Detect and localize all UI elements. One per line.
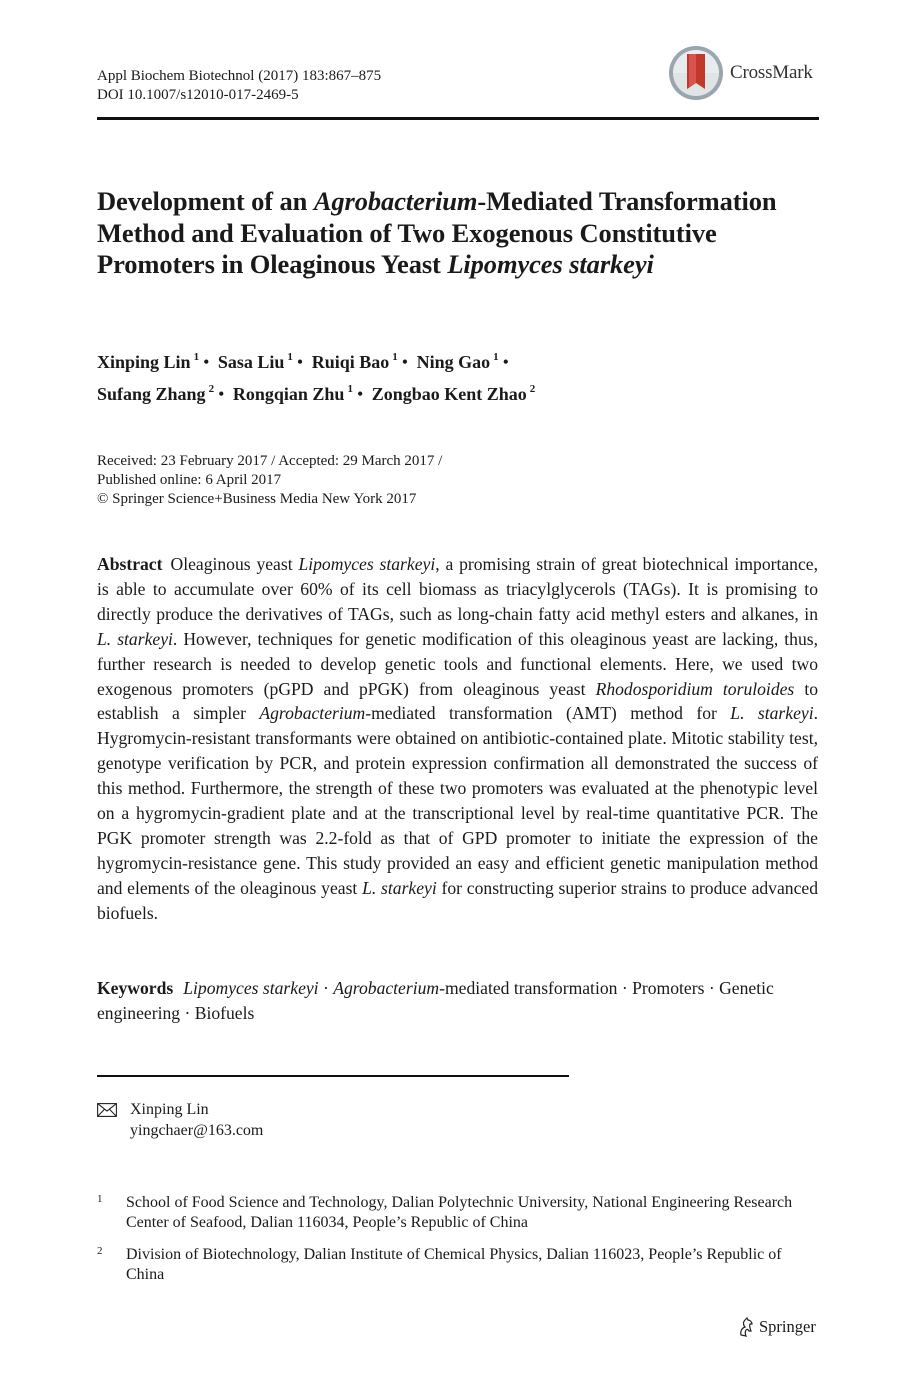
publisher-name: Springer xyxy=(759,1317,816,1336)
affiliation-text: School of Food Science and Technology, Dalian Polytechnic University, National Engineering Research Center of Seafood, Dalian 116034, People’s Republic of China xyxy=(126,1194,793,1231)
affiliation-text: Division of Biotechnology, Dalian Institute of Chemical Physics, Dalian 116023, People’s Republic of China xyxy=(126,1246,782,1283)
footnote-rule xyxy=(97,1075,569,1077)
author-name[interactable]: Sasa Liu xyxy=(217,352,285,372)
abstract-heading: Abstract xyxy=(97,554,163,574)
keyword: Biofuels xyxy=(194,1003,255,1023)
affiliation-number: 2 xyxy=(97,1245,103,1257)
keyword: Promoters xyxy=(632,978,705,998)
received-accepted-line: Received: 23 February 2017 / Accepted: 29 March 2017 / xyxy=(97,453,443,469)
springer-horse-icon xyxy=(737,1317,755,1337)
author-affiliation-marker: 1 xyxy=(193,351,200,363)
keywords: Keywords Lipomyces starkeyi · Agrobacterium-mediated transformation · Promoters · Genetic engineering · Biofuels xyxy=(97,978,774,1023)
keyword: Agrobacterium xyxy=(333,978,440,998)
publication-dates xyxy=(97,452,442,509)
author-name[interactable]: Zongbao Kent Zhao xyxy=(371,384,527,404)
author-affiliation-marker: 1 xyxy=(392,351,398,363)
author-name[interactable]: Xinping Lin xyxy=(97,352,191,372)
envelope-icon xyxy=(97,1103,117,1117)
crossmark-badge[interactable] xyxy=(668,44,820,102)
corresponding-author xyxy=(97,1099,263,1141)
published-line: Published online: 6 April 2017 xyxy=(97,472,282,488)
copyright-line: © Springer Science+Business Media New York 2017 xyxy=(97,491,417,507)
doi-line: DOI 10.1007/s12010-017-2469-5 xyxy=(97,87,299,103)
author-name[interactable]: Ning Gao xyxy=(416,352,491,372)
crossmark-label: CrossMark xyxy=(730,62,813,83)
keywords-heading: Keywords xyxy=(97,978,174,998)
springer-logo xyxy=(737,1317,816,1337)
author-affiliation-marker: 2 xyxy=(529,383,536,395)
author-name[interactable]: Sufang Zhang xyxy=(97,384,206,404)
affiliation-number: 1 xyxy=(97,1193,103,1205)
keyword: Lipomyces starkeyi xyxy=(183,978,319,998)
article-title: Development of an Agrobacterium-Mediated Transformation Method and Evaluation of Two Exogenous Constitutive Promoters in Oleaginous Yeast Lipomyces starkeyi xyxy=(97,186,777,279)
crossmark-icon xyxy=(668,45,724,101)
author-list: Xinping Lin $^1$ • Sasa Liu $^1$ • Ruiqi Bao $^1$ • Ning Gao $^1$ • Sufang Zhang $^2$ • Rongqian Zhu $^1$ • Zongbao Kent Zhao $^2$ xyxy=(97,351,536,404)
keyword: Genetic engineering xyxy=(97,978,774,1023)
header-rule xyxy=(97,117,819,120)
author-name[interactable]: Rongqian Zhu xyxy=(232,384,345,404)
author-name[interactable]: Ruiqi Bao xyxy=(311,352,390,372)
affiliation-1 xyxy=(97,1193,819,1233)
corresponding-author-email[interactable]: yingchaer@163.com xyxy=(130,1122,264,1139)
journal-citation xyxy=(97,67,381,105)
journal-line: Appl Biochem Biotechnol (2017) 183:867–875 xyxy=(97,68,382,84)
author-affiliation-marker: 1 xyxy=(287,351,293,363)
corresponding-author-name: Xinping Lin xyxy=(130,1101,209,1118)
author-affiliation-marker: 1 xyxy=(493,351,499,363)
author-affiliation-marker: 1 xyxy=(347,383,353,395)
abstract: Abstract Oleaginous yeast Lipomyces starkeyi, a promising strain of great biotechnical importance, is able to accumulate over 60% of its cell biomass as triacylglycerols (TAGs). It is promising to directly produce the derivatives of TAGs, such as long-chain fatty acid methyl esters and alkanes, in L. starkeyi. However, techniques for genetic modification of this oleaginous yeast are lacking, thus, further research is needed to develop genetic tools and functional elements. Here, we used two exogenous promoters (pGPD and pPGK) from oleaginous yeast Rhodosporidium toruloides to establish a simpler Agrobacterium-mediated transformation (AMT) method for L. starkeyi. Hygromycin-resistant transformants were obtained on antibiotic-contained plate. Mitotic stability test, genotype verification by PCR, and protein expression confirmation all demonstrated the success of this method. Furthermore, the strength of these two promoters was evaluated at the phenotypic level on a hygromycin-gradient plate and at the transcriptional level by real-time quantitative PCR. The PGK promoter strength was 2.2-fold as that of GPD promoter to initiate the expression of the hygromycin-resistance gene. This study provided an easy and efficient genetic manipulation method and elements of the oleaginous yeast L. starkeyi for constructing superior strains to produce advanced biofuels. xyxy=(97,554,819,923)
affiliation-2 xyxy=(97,1245,819,1285)
author-affiliation-marker: 2 xyxy=(208,383,215,395)
